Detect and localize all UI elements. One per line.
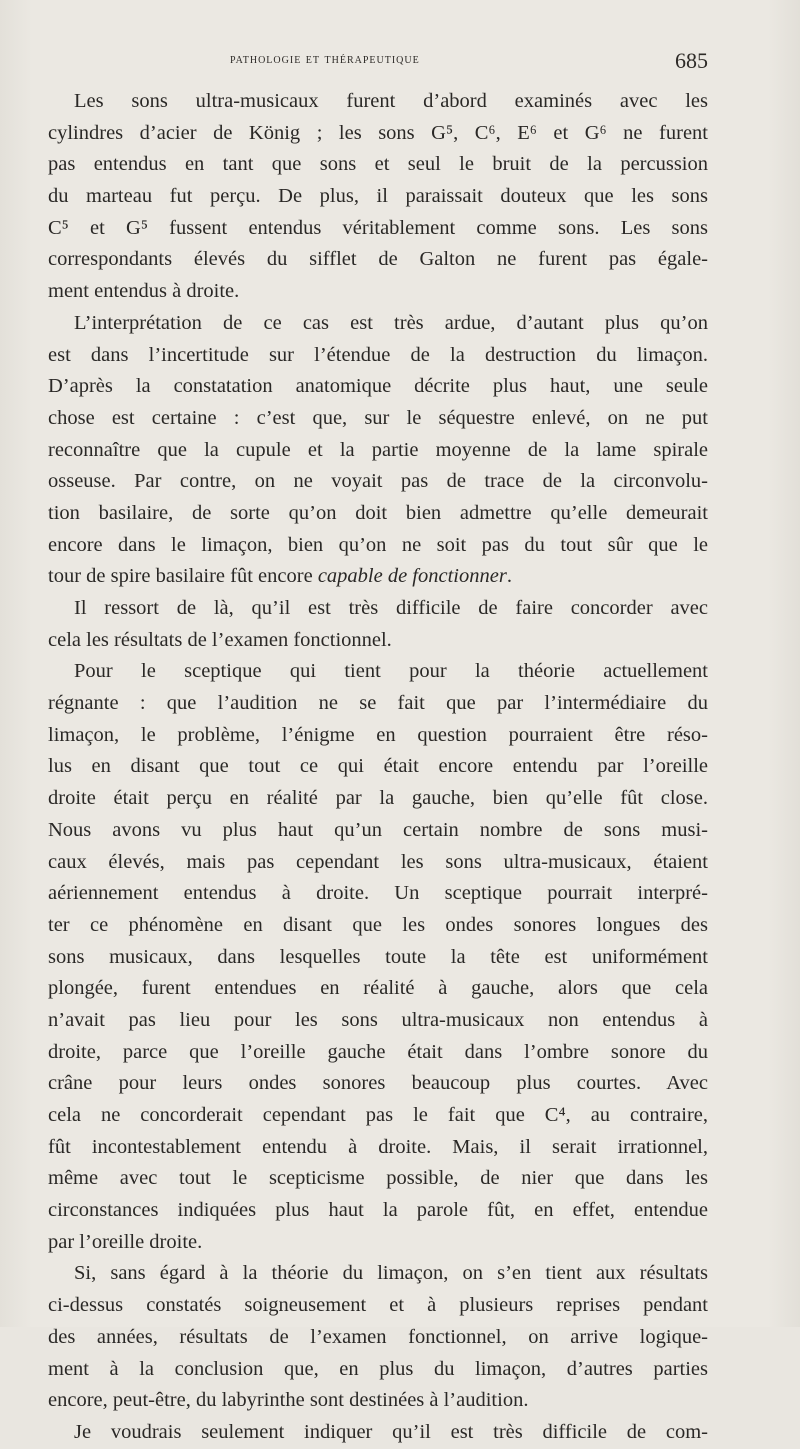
text-line: circonstances indiquées plus haut la parole fût, en effet, entendue: [48, 1199, 708, 1222]
text-line: limaçon, le problème, l’énigme en question pourraient être réso-: [48, 723, 708, 746]
text-line: tion basilaire, de sorte qu’on doit bien admettre qu’elle demeurait: [48, 501, 708, 524]
text-line: crâne pour leurs ondes sonores beaucoup plus courtes. Avec: [48, 1072, 708, 1095]
text-line: sons musicaux, dans lesquelles toute la tête est uniformément: [48, 945, 708, 968]
running-head: [48, 50, 708, 74]
text-line: des années, résultats de l’examen fonctionnel, on arrive logique-: [48, 1325, 708, 1348]
page-number: 685: [675, 48, 708, 73]
text-line: D’après la constatation anatomique décrite plus haut, une seule: [48, 375, 708, 398]
running-title: pathologie et thérapeutique: [230, 52, 420, 67]
text-line: caux élevés, mais pas cependant les sons ultra-musicaux, étaient: [48, 850, 708, 873]
text-line: même avec tout le scepticisme possible, de nier que dans les: [48, 1167, 708, 1190]
body-text: [48, 86, 708, 1449]
text-line: Nous avons vu plus haut qu’un certain nombre de sons musi-: [48, 818, 708, 841]
text-line: reconnaître que la cupule et la partie moyenne de la lame spirale: [48, 438, 708, 461]
text-line: régnante : que l’audition ne se fait que par l’intermédiaire du: [48, 692, 708, 715]
text-line: plongée, furent entendues en réalité à gauche, alors que cela: [48, 977, 708, 1000]
text-line: encore dans le limaçon, bien qu’on ne soit pas du tout sûr que le: [48, 533, 708, 556]
text-line: aériennement entendus à droite. Un sceptique pourrait interpré-: [48, 882, 708, 905]
text-line: L’interprétation de ce cas est très ardue, d’autant plus qu’on: [74, 311, 708, 334]
text-line: Les sons ultra-musicaux furent d’abord examinés avec les: [74, 90, 708, 112]
text-line: lus en disant que tout ce qui était encore entendu par l’oreille: [48, 755, 708, 778]
text-line: ment à la conclusion que, en plus du limaçon, d’autres parties: [48, 1357, 708, 1380]
text-line: ter ce phénomène en disant que les ondes sonores longues des: [48, 913, 708, 936]
text-line: ci-dessus constatés soigneusement et à plusieurs reprises pendant: [48, 1294, 708, 1317]
text-line: Pour le sceptique qui tient pour la théorie actuellement: [74, 660, 708, 683]
text-line: Il ressort de là, qu’il est très difficile de faire concorder avec: [74, 597, 708, 619]
text-line: cylindres d’acier de König ; les sons G⁵, C⁶, E⁶ et G⁶ ne furent: [48, 121, 708, 144]
text-line: droite, parce que l’oreille gauche était dans l’ombre sonore du: [48, 1040, 708, 1063]
text-line: correspondants élevés du sifflet de Galton ne furent pas égale-: [48, 248, 708, 271]
text-line: tour de spire basilaire fût encore capable de fonctionner.: [48, 565, 512, 588]
text-line: Si, sans égard à la théorie du limaçon, on s’en tient aux résultats: [74, 1262, 708, 1285]
text-line: droite était perçu en réalité par la gauche, bien qu’elle fût close.: [48, 787, 708, 810]
text-line: n’avait pas lieu pour les sons ultra-musicaux non entendus à: [48, 1008, 708, 1031]
text-line: par l’oreille droite.: [48, 1230, 203, 1253]
text-line: cela les résultats de l’examen fonctionnel.: [48, 628, 392, 651]
text-line: encore, peut-être, du labyrinthe sont destinées à l’audition.: [48, 1389, 529, 1412]
text-line: du marteau fut perçu. De plus, il paraissait douteux que les sons: [48, 185, 708, 208]
text-line: C⁵ et G⁵ fussent entendus véritablement comme sons. Les sons: [48, 216, 708, 239]
text-line: fût incontestablement entendu à droite. Mais, il serait irrationnel,: [48, 1135, 708, 1158]
text-line: est dans l’incertitude sur l’étendue de la destruction du limaçon.: [48, 343, 708, 366]
text-line: Je voudrais seulement indiquer qu’il est très difficile de com-: [74, 1420, 708, 1443]
text-line: osseuse. Par contre, on ne voyait pas de trace de la circonvolu-: [48, 470, 708, 493]
text-line: cela ne concorderait cependant pas le fait que C⁴, au contraire,: [48, 1104, 708, 1126]
text-line: ment entendus à droite.: [48, 280, 240, 303]
text-line: chose est certaine : c’est que, sur le séquestre enlevé, on ne put: [48, 406, 708, 429]
text-line: pas entendus en tant que sons et seul le bruit de la percussion: [48, 153, 708, 176]
